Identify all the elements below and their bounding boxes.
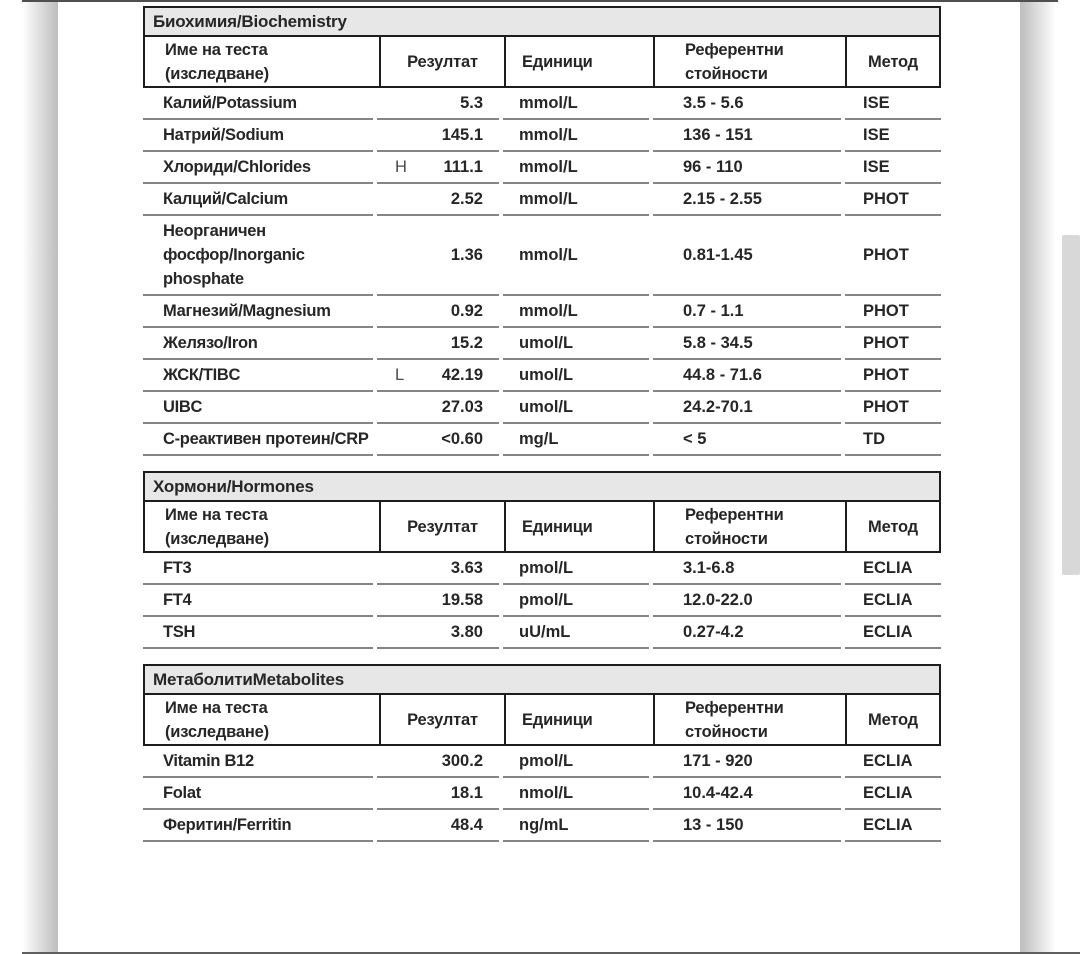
page-shadow-left (22, 0, 58, 954)
table-row (143, 216, 941, 296)
column-header-line: Име на теста (165, 40, 268, 59)
test-name: Магнезий/Magnesium (143, 296, 373, 328)
method-cell: PHOT (845, 328, 941, 360)
method-cell: ECLIA (845, 617, 941, 649)
test-name: ЖСК/TIBC (143, 360, 373, 392)
units-cell: umol/L (503, 360, 649, 392)
result-cell (377, 585, 499, 617)
column-header-cell (381, 502, 506, 551)
result-value: 18.1 (450, 784, 483, 802)
result-value: 3.63 (450, 559, 483, 577)
test-name: Folat (143, 778, 373, 810)
table-row (143, 360, 941, 392)
units-cell: mmol/L (503, 296, 649, 328)
test-name: Хлориди/Chlorides (143, 152, 373, 184)
table-row (143, 120, 941, 152)
result-cell (377, 152, 499, 184)
lab-table-section (143, 471, 941, 649)
method-cell: PHOT (845, 216, 941, 296)
result-value: 300.2 (441, 752, 483, 770)
units-cell: mg/L (503, 424, 649, 456)
column-header-line: Референтни (685, 698, 784, 717)
column-header-line: Метод (868, 52, 918, 71)
test-name: Неорганичен фосфор/Inorganic phosphate (143, 216, 373, 296)
units-cell: mmol/L (503, 216, 649, 296)
table-row (143, 746, 941, 778)
result-value: 27.03 (441, 398, 483, 416)
column-header-row (143, 35, 941, 88)
reference-range-cell: 10.4-42.4 (653, 778, 841, 810)
column-header-cell (655, 37, 847, 86)
column-header-line: Резултат (407, 710, 478, 729)
test-name: Феритин/Ferritin (143, 810, 373, 842)
column-header-line: Референтни (685, 40, 784, 59)
column-header-line: Единици (522, 52, 593, 71)
column-header-line: (изследване) (165, 64, 269, 83)
column-header-cell (506, 695, 655, 744)
reference-range-cell: 13 - 150 (653, 810, 841, 842)
result-value: 5.3 (460, 94, 483, 112)
column-header-line: стойности (685, 722, 768, 741)
method-cell: ECLIA (845, 778, 941, 810)
abnormal-flag: L (395, 366, 405, 384)
test-name: TSH (143, 617, 373, 649)
column-header-line: Име на теста (165, 698, 268, 717)
method-cell: TD (845, 424, 941, 456)
method-cell: PHOT (845, 184, 941, 216)
test-name: Калий/Potassium (143, 88, 373, 120)
section-title: Биохимия/Biochemistry (143, 6, 941, 37)
result-value: 1.36 (450, 246, 483, 264)
column-header-cell (506, 502, 655, 551)
method-cell: ISE (845, 152, 941, 184)
reference-range-cell: 171 - 920 (653, 746, 841, 778)
table-row (143, 88, 941, 120)
section-title: МетаболитиMetabolites (143, 664, 941, 695)
result-cell (377, 120, 499, 152)
reference-range-cell: 3.1-6.8 (653, 553, 841, 585)
page-top-edge-line (22, 0, 1058, 2)
result-cell (377, 216, 499, 296)
reference-range-cell: < 5 (653, 424, 841, 456)
units-cell: uU/mL (503, 617, 649, 649)
result-value: 2.52 (450, 190, 483, 208)
result-cell (377, 328, 499, 360)
column-header-line: Метод (868, 517, 918, 536)
column-header-cell (847, 502, 939, 551)
column-header-cell (847, 695, 939, 744)
units-cell: mmol/L (503, 120, 649, 152)
section-title: Хормони/Hormones (143, 471, 941, 502)
lab-table-section (143, 6, 941, 456)
units-cell: umol/L (503, 392, 649, 424)
test-name: Натрий/Sodium (143, 120, 373, 152)
result-cell (377, 88, 499, 120)
units-cell: nmol/L (503, 778, 649, 810)
lab-table-section (143, 664, 941, 842)
method-cell: PHOT (845, 392, 941, 424)
test-name: С-реактивен протеин/CRP (143, 424, 373, 456)
units-cell: pmol/L (503, 553, 649, 585)
method-cell: PHOT (845, 360, 941, 392)
column-header-cell (655, 695, 847, 744)
table-row (143, 553, 941, 585)
column-header-line: Резултат (407, 52, 478, 71)
result-value: 15.2 (450, 334, 483, 352)
column-header-cell (381, 37, 506, 86)
page-shadow-right (1020, 0, 1056, 954)
test-name: Vitamin B12 (143, 746, 373, 778)
column-header-row (143, 500, 941, 553)
column-header-cell (145, 37, 381, 86)
column-header-line: Име на теста (165, 505, 268, 524)
result-cell (377, 296, 499, 328)
result-value: 111.1 (443, 158, 483, 176)
result-cell (377, 360, 499, 392)
reference-range-cell: 0.7 - 1.1 (653, 296, 841, 328)
column-header-cell (381, 695, 506, 744)
test-name: FT4 (143, 585, 373, 617)
reference-range-cell: 5.8 - 34.5 (653, 328, 841, 360)
table-row (143, 617, 941, 649)
result-value: 42.19 (441, 366, 483, 384)
reference-range-cell: 0.27-4.2 (653, 617, 841, 649)
column-header-cell (145, 502, 381, 551)
test-name: FT3 (143, 553, 373, 585)
column-header-row (143, 693, 941, 746)
result-cell (377, 553, 499, 585)
method-cell: ISE (845, 88, 941, 120)
column-header-line: (изследване) (165, 529, 269, 548)
reference-range-cell: 2.15 - 2.55 (653, 184, 841, 216)
result-cell (377, 746, 499, 778)
units-cell: ng/mL (503, 810, 649, 842)
method-cell: ISE (845, 120, 941, 152)
units-cell: mmol/L (503, 152, 649, 184)
column-header-cell (506, 37, 655, 86)
column-header-line: стойности (685, 64, 768, 83)
reference-range-cell: 96 - 110 (653, 152, 841, 184)
column-header-cell (145, 695, 381, 744)
result-value: 19.58 (441, 591, 483, 609)
reference-range-cell: 44.8 - 71.6 (653, 360, 841, 392)
reference-range-cell: 0.81-1.45 (653, 216, 841, 296)
column-header-line: стойности (685, 529, 768, 548)
reference-range-cell: 12.0-22.0 (653, 585, 841, 617)
column-header-line: Резултат (407, 517, 478, 536)
column-header-line: (изследване) (165, 722, 269, 741)
test-name: Желязо/Iron (143, 328, 373, 360)
scrollbar-thumb[interactable] (1062, 235, 1080, 575)
method-cell: ECLIA (845, 810, 941, 842)
column-header-line: Единици (522, 710, 593, 729)
units-cell: mmol/L (503, 88, 649, 120)
column-header-line: Метод (868, 710, 918, 729)
units-cell: pmol/L (503, 746, 649, 778)
method-cell: PHOT (845, 296, 941, 328)
units-cell: umol/L (503, 328, 649, 360)
column-header-cell (655, 502, 847, 551)
units-cell: pmol/L (503, 585, 649, 617)
table-row (143, 585, 941, 617)
abnormal-flag: H (395, 158, 407, 176)
column-header-line: Единици (522, 517, 593, 536)
result-value: 3.80 (450, 623, 483, 641)
column-header-line: Референтни (685, 505, 784, 524)
method-cell: ECLIA (845, 746, 941, 778)
column-header-cell (847, 37, 939, 86)
reference-range-cell: 3.5 - 5.6 (653, 88, 841, 120)
method-cell: ECLIA (845, 553, 941, 585)
table-row (143, 392, 941, 424)
result-cell (377, 810, 499, 842)
result-value: 48.4 (450, 816, 483, 834)
lab-report-tables (58, 6, 1020, 842)
result-cell (377, 778, 499, 810)
table-row (143, 328, 941, 360)
result-cell (377, 392, 499, 424)
result-cell (377, 617, 499, 649)
table-row (143, 296, 941, 328)
result-value: 145.1 (441, 126, 483, 144)
reference-range-cell: 24.2-70.1 (653, 392, 841, 424)
table-row (143, 778, 941, 810)
test-name: Калций/Calcium (143, 184, 373, 216)
document-page (58, 0, 1020, 954)
reference-range-cell: 136 - 151 (653, 120, 841, 152)
result-value: <0.60 (441, 430, 483, 448)
table-row (143, 184, 941, 216)
test-name: UIBC (143, 392, 373, 424)
result-value: 0.92 (450, 302, 483, 320)
result-cell (377, 424, 499, 456)
units-cell: mmol/L (503, 184, 649, 216)
result-cell (377, 184, 499, 216)
table-row (143, 810, 941, 842)
table-row (143, 424, 941, 456)
table-row (143, 152, 941, 184)
method-cell: ECLIA (845, 585, 941, 617)
